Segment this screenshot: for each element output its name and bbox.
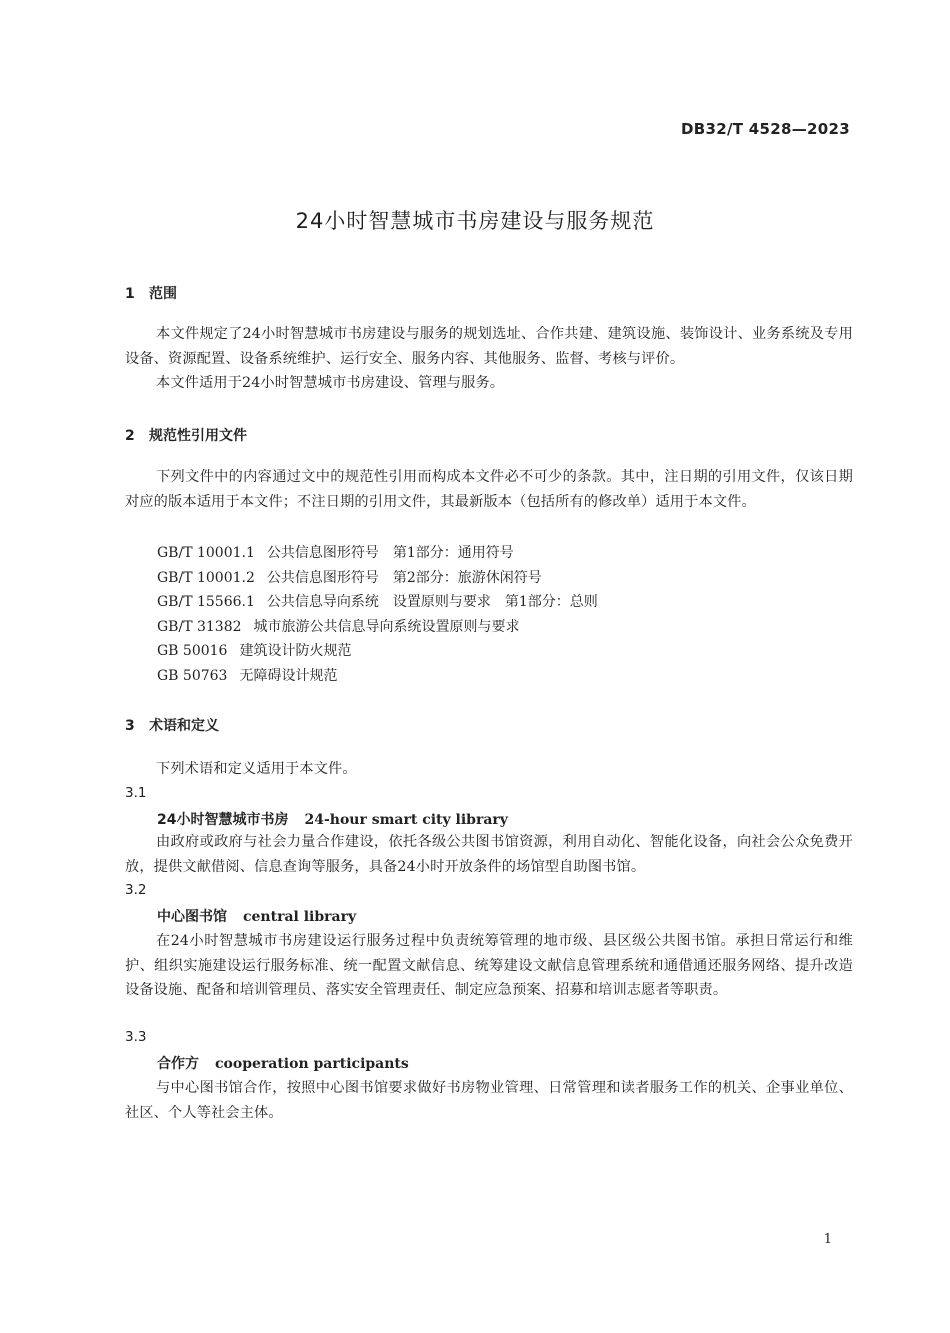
- term-english: central library: [243, 909, 357, 925]
- term-number: 3.2: [125, 882, 147, 898]
- term-heading: [157, 1053, 409, 1073]
- reference-code: GB/T 31382: [157, 619, 242, 635]
- term-definition: 与中心图书馆合作，按照中心图书馆要求做好书房物业管理、日常管理和读者服务工作的机关、企事业单位、社区、个人等社会主体。: [125, 1080, 853, 1121]
- term-definition: 由政府或政府与社会力量合作建设，依托各级公共图书馆资源，利用自动化、智能化设备，向社会公众免费开放，提供文献借阅、信息查询等服务，具备24小时开放条件的场馆型自助图书馆。: [125, 834, 853, 875]
- scope-paragraph-1: 本文件规定了24小时智慧城市书房建设与服务的规划选址、合作共建、建筑设施、装饰设计、业务系统及专用设备、资源配置、设备系统维护、运行安全、服务内容、其他服务、监督、考核与评价。: [125, 326, 853, 367]
- term-chinese: 中心图书馆: [157, 909, 227, 925]
- term-number: 3.1: [125, 785, 147, 801]
- page-number: 1: [823, 1232, 832, 1247]
- term-chinese: 合作方: [157, 1056, 199, 1072]
- section-number: 3: [125, 718, 135, 734]
- reference-code: GB 50016: [157, 643, 228, 659]
- term-number: 3.3: [125, 1029, 147, 1045]
- term-definition: 在24小时智慧城市书房建设运行服务过程中负责统筹管理的地市级、县区级公共图书馆。承担日常运行和维护、组织实施建设运行服务标准、统一配置文献信息、统筹建设文献信息管理系统和通借通还服务网络、提升改造设备设施、配备和培训管理员、落实安全管理责任、制定应急预案、招募和培训志愿者等职责。: [125, 933, 853, 998]
- reference-item: [157, 616, 520, 636]
- reference-title: 无障碍设计规范: [239, 668, 338, 684]
- standard-number: DB32/T 4528—2023: [681, 120, 850, 138]
- section-number: 1: [125, 286, 135, 302]
- section-heading-references: [125, 425, 247, 445]
- reference-title: 公共信息图形符号 第2部分：旅游休闲符号: [266, 570, 542, 586]
- term-english: 24-hour smart city library: [304, 812, 508, 828]
- section-title: 规范性引用文件: [149, 428, 247, 444]
- section-title: 范围: [149, 286, 177, 302]
- scope-paragraph-2: 本文件适用于24小时智慧城市书房建设、管理与服务。: [156, 375, 505, 391]
- references-intro: 下列文件中的内容通过文中的规范性引用而构成本文件必不可少的条款。其中，注日期的引用文件，仅该日期对应的版本适用于本文件；不注日期的引用文件，其最新版本（包括所有的修改单）适用于本文件。: [125, 469, 853, 510]
- reference-code: GB 50763: [157, 668, 228, 684]
- term-english: cooperation participants: [215, 1056, 409, 1072]
- reference-title: 公共信息导向系统 设置原则与要求 第1部分：总则: [266, 594, 598, 610]
- reference-title: 城市旅游公共信息导向系统设置原则与要求: [253, 619, 520, 635]
- reference-title: 公共信息图形符号 第1部分：通用符号: [266, 545, 514, 561]
- term-chinese: 24小时智慧城市书房: [157, 812, 289, 828]
- reference-code: GB/T 10001.2: [157, 570, 255, 586]
- reference-item: [157, 567, 542, 587]
- terms-intro: 下列术语和定义适用于本文件。: [156, 761, 357, 777]
- section-heading-scope: [125, 283, 177, 303]
- reference-item: [157, 591, 598, 611]
- document-title: 24小时智慧城市书房建设与服务规范: [295, 209, 655, 233]
- term-heading: [157, 906, 356, 926]
- reference-code: GB/T 15566.1: [157, 594, 255, 610]
- section-heading-terms: [125, 715, 219, 735]
- reference-item: [157, 640, 351, 660]
- term-heading: [157, 809, 508, 829]
- section-number: 2: [125, 428, 135, 444]
- reference-title: 建筑设计防火规范: [239, 643, 352, 659]
- section-title: 术语和定义: [149, 718, 219, 734]
- reference-item: [157, 665, 337, 685]
- reference-code: GB/T 10001.1: [157, 545, 255, 561]
- reference-item: [157, 542, 514, 562]
